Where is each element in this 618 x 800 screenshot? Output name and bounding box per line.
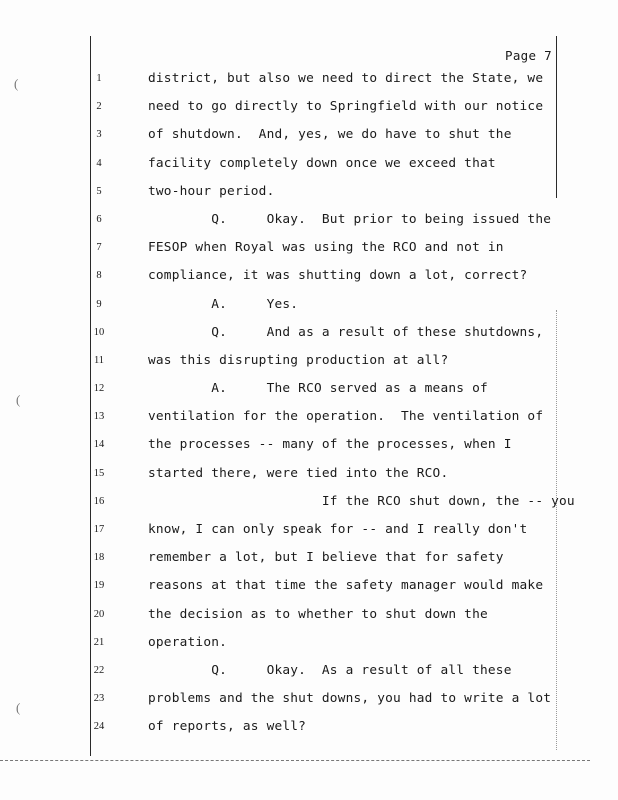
line-number: 6 [96,213,102,225]
transcript-line [0,153,618,181]
line-number: 1 [96,73,102,84]
transcript-line [0,463,618,491]
line-text: district, but also we need to direct the State, we [148,71,544,86]
line-number: 15 [93,467,105,479]
line-number: 18 [93,552,105,564]
line-text: started there, were tied into the RCO. [148,465,449,481]
line-number: 19 [93,580,105,592]
transcript-lines [0,68,618,745]
line-text: was this disrupting production at all? [148,352,449,368]
line-number: 24 [93,721,105,733]
line-number: 8 [96,270,102,282]
transcript-line [0,632,618,660]
line-text: problems and the shut downs, you had to write a lot [148,691,552,707]
transcript-line [0,96,618,124]
line-number: 13 [93,411,105,423]
transcript-line [0,716,618,744]
line-text: know, I can only speak for -- and I really don't [148,522,528,537]
transcript-line [0,124,618,152]
line-number: 14 [93,439,105,451]
line-number: 17 [93,524,105,535]
line-text: Q. Okay. But prior to being issued the [148,211,552,227]
line-text: remember a lot, but I believe that for safety [148,550,504,566]
line-number: 4 [96,157,102,169]
line-number: 20 [93,608,105,620]
line-number: 5 [96,185,102,197]
page-number-header: Page 7 [505,48,552,63]
scan-mark: ( [16,700,21,715]
line-number: 21 [93,636,105,648]
transcript-line [0,406,618,434]
line-text: need to go directly to Springfield with our notice [148,99,544,115]
line-number: 11 [93,354,105,366]
transcript-line [0,350,618,378]
line-text: of shutdown. And, yes, we do have to shut the [148,127,512,143]
line-text: Q. Okay. As a result of all these [148,662,512,678]
transcript-line [0,434,618,462]
transcript-line [0,322,618,350]
transcript-line [0,519,618,547]
transcript-line [0,378,618,406]
transcript-line [0,294,618,322]
line-text: Q. And as a result of these shutdowns, [148,324,544,340]
line-number: 10 [93,326,105,338]
transcript-line [0,209,618,237]
line-text: If the RCO shut down, the -- you [148,493,575,509]
transcript-line [0,68,618,96]
transcript-line [0,575,618,603]
line-number: 3 [96,129,102,141]
transcript-line [0,688,618,716]
line-text: the decision as to whether to shut down the [148,606,488,622]
line-number: 16 [93,495,105,507]
line-number: 9 [96,298,102,310]
transcript-line [0,265,618,293]
transcript-line [0,604,618,632]
line-text: A. The RCO served as a means of [148,381,488,397]
line-text: A. Yes. [148,296,299,312]
line-text: facility completely down once we exceed that [148,155,496,171]
line-text: compliance, it was shutting down a lot, correct? [148,268,528,284]
line-text: of reports, as well? [148,719,307,735]
line-number: 2 [96,101,102,113]
line-number: 12 [93,383,105,395]
line-number: 7 [96,242,102,254]
transcript-line [0,491,618,519]
line-text: FESOP when Royal was using the RCO and not in [148,240,504,256]
line-text: reasons at that time the safety manager would make [148,578,544,594]
transcript-line [0,181,618,209]
scan-mark: ( [14,76,19,91]
line-text: two-hour period. [148,183,275,199]
transcript-line [0,660,618,688]
line-text: ventilation for the operation. The ventilation of [148,409,544,425]
line-number: 22 [93,664,105,676]
scan-mark: ( [16,392,21,407]
line-text: the processes -- many of the processes, when I [148,437,512,453]
line-number: 23 [93,693,105,705]
transcript-line [0,547,618,575]
transcript-line [0,237,618,265]
line-text: operation. [148,634,228,650]
bottom-rule [0,760,590,761]
